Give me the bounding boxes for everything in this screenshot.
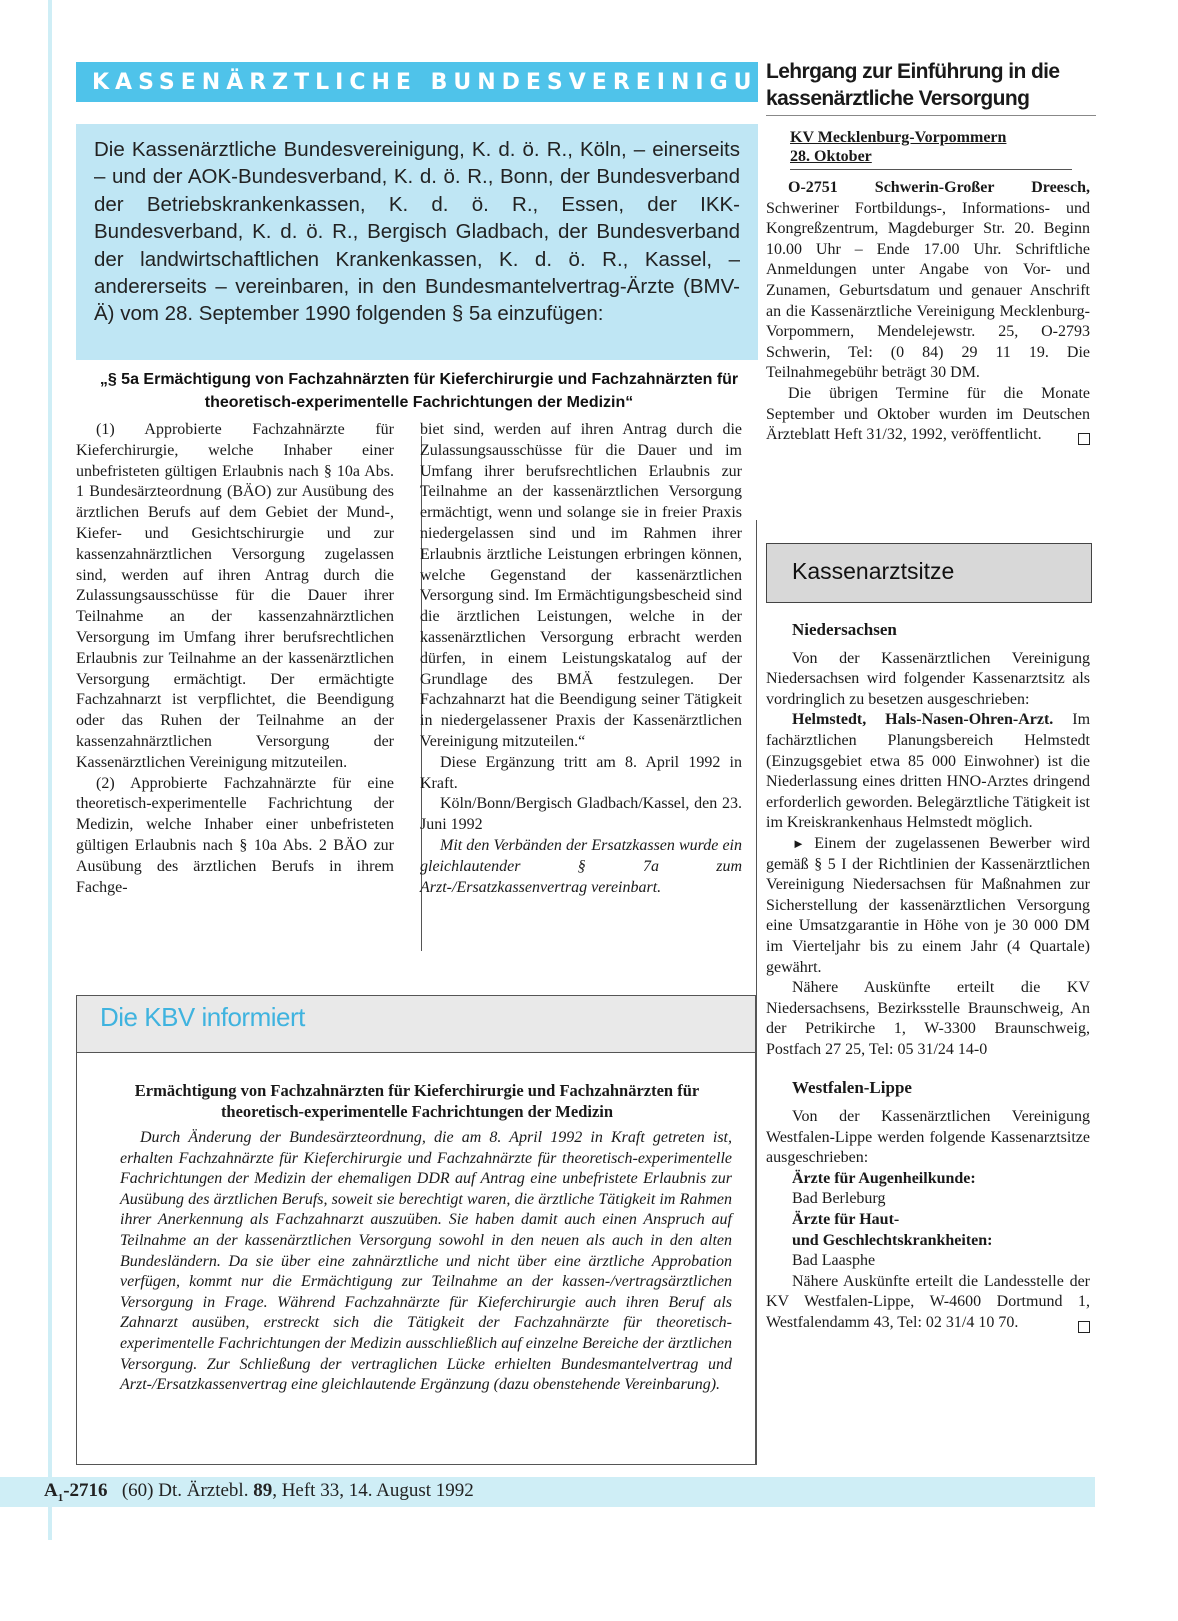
course-details: Schweriner Fortbildungs-, Informations- und Kongreßzentrum, Magdeburger Str. 20. Beginn 10.00 Uhr – Ende 17.00 Uhr. Schriftliche Anmeldungen unter Angabe von Vor- und Zunamen, Geburtsdatum und genauer Anschrift an die Kassenärztliche Vereinigung Mecklenburg-Vorpommern, Mendelejewstr. 25, O-2793 Schwerin, Tel: (0 84) 29 11 19. Die Teilnahmegebühr beträgt 30 DM. — [766, 199, 1090, 382]
page-prefix: A — [44, 1480, 58, 1501]
kv-heading-rule — [790, 169, 1072, 170]
kv-name: KV Mecklenburg-Vorpommern — [790, 129, 1007, 146]
wl-location-1: Bad Berleburg — [792, 1190, 886, 1208]
article-subheading: „§ 5a Ermächtigung von Fachzahnärzten für Kieferchirurgie und Fachzahnärzten für theoretisch-experimentelle Fachrichtungen der Medizin“ — [99, 371, 739, 411]
kbv-info-title: Die KBV informiert — [100, 1002, 305, 1032]
title-rule — [766, 115, 1096, 116]
ns-details: Im fachärztlichen Planungsbereich Helmstedt (Einzugsgebiet etwa 85 000 Einwohner) ist die Niederlassung eines dritten HNO-Arztes dringend erforderlich geworden. Belegärztliche Tätigkeit ist im Kreiskrankenhaus Helmstedt möglich. — [766, 711, 1091, 832]
wl-specialty-1: Ärzte für Augenheilkunde: — [792, 1169, 976, 1187]
mid-paragraph-2: Diese Ergänzung tritt am 8. April 1992 in Kraft. — [420, 753, 742, 792]
page-subscript: 1 — [57, 1491, 64, 1504]
left-column — [76, 420, 394, 898]
course-more: Die übrigen Termine für die Monate September und Oktober wurden im Deutschen Ärzteblatt Heft 31/32, 1992, veröffentlicht. — [766, 384, 1090, 444]
left-paragraph-1: (1) Approbierte Fachzahnärzte für Kieferchirurgie, welche Inhaber einer unbefristeten gültigen Erlaubnis nach § 10a Abs. 1 Bundesärzteordnung (BÄO) zur Ausübung des ärztlichen Berufs auf dem Gebiet der Mund-, Kiefer- und Gesichtschirurgie und zur kassenzahnärztlichen Versorgung zugelassen sind, werden auf ihren Antrag durch die Zulassungsausschüsse für die Dauer ihrer Teilnahme an der kassenzahnärztlichen Versorgung im Umfang ihrer berufsrechtlichen Erlaubnis zur Teilnahme an der kassenärztlichen Versorgung ermächtigt. Der ermächtigte Fachzahnarzt ist verpflichtet, die Beendigung oder das Ruhen der Teilnahme an der kassenzahnärztlichen Versorgung der Kassenärztlichen Vereinigung mitzuteilen. — [76, 421, 394, 771]
ns-intro: Von der Kassenärztlichen Vereinigung Niedersachsen wird folgender Kassenarztsitz als vordringlich zu besetzen ausgeschrieben: — [766, 649, 1090, 708]
journal-volume: 89 — [253, 1480, 273, 1501]
page-footer — [44, 1480, 474, 1504]
issue-date: , Heft 33, 14. August 1992 — [272, 1480, 474, 1501]
kbv-info-subtitle: Ermächtigung von Fachzahnärzten für Kieferchirurgie und Fachzahnärzten für theoretisch-experimentelle Fachrichtungen der Medizin — [134, 1081, 700, 1121]
mid-paragraph-4: Mit den Verbänden der Ersatzkassen wurde ein gleichlautender § 7a zum Arzt-/Ersatzkassenvertrag vereinbart. — [420, 836, 742, 896]
course-location: O-2751 Schwerin-Großer Dreesch, — [788, 179, 1090, 196]
left-paragraph-2: (2) Approbierte Fachzahnärzte für eine theoretisch-experimentelle Fachrichtung der Medizin, welche Inhaber einer unbefristeten gültigen Erlaubnis nach § 10a Abs. 2 BÄO zur Ausübung des ärztlichen Berufs in ihrem Fachge- — [76, 774, 394, 896]
end-mark-icon — [1078, 1321, 1090, 1333]
ns-location: Helmstedt, Hals-Nasen-Ohren-Arzt. — [792, 711, 1054, 729]
ns-guarantee: Einem der zugelassenen Bewerber wird gemäß § 5 I der Richtlinien der Kassenärztlichen Vereinigung Niedersachsen für Maßnahmen zur Sicherstellung der kassenärztlichen Versorgung eine Umsatzgarantie in Höhe von je 30 000 DM im Vierteljahr bis zu einem Jahr (4 Quartale) gewährt. — [766, 834, 1090, 976]
wl-specialty-2b: und Geschlechtskrankheiten: — [792, 1231, 993, 1249]
end-mark-icon — [1078, 433, 1090, 445]
banner-text: KASSENÄRZTLICHE BUNDESVEREINIGUNG — [92, 69, 806, 95]
section-banner — [76, 62, 806, 102]
wl-intro: Von der Kassenärztlichen Vereinigung Westfalen-Lippe werden folgende Kassenarztsitze ausgeschrieben: — [766, 1108, 1090, 1167]
wl-specialty-2a: Ärzte für Haut- — [792, 1211, 900, 1229]
wl-contact: Nähere Auskünfte erteilt die Landesstelle der KV Westfalen-Lippe, W-4600 Dortmund 1, Westfalendamm 43, Tel: 02 31/4 10 70. — [766, 1272, 1090, 1331]
middle-column — [420, 420, 742, 898]
kv-date: 28. Oktober — [790, 148, 872, 165]
intro-paragraph: Die Kassenärztliche Bundesvereinigung, K. d. ö. R., Köln, – einerseits – und der AOK-Bundesverband, K. d. ö. R., Bonn, der Bundesverband der Betriebskrankenkassen, K. d. ö. R., Essen, der IKK-Bundesverband, K. d. ö. R., Bergisch Gladbach, der Bundesverband der landwirtschaftlichen Krankenkassen, K. d. ö. R., Kassel, – andererseits – vereinbaren, in den Bundesmantelvertrag-Ärzte (BMV-Ä) vom 28. September 1990 folgenden § 5a einzufügen: — [76, 124, 758, 360]
kassenarztsitze-title: Kassenarztsitze — [792, 558, 955, 584]
listings-text — [766, 620, 1090, 1338]
region-heading-niedersachsen: Niedersachsen — [792, 620, 897, 639]
ns-contact: Nähere Auskünfte erteilt die KV Niedersachsens, Bezirksstelle Braunschweig, An der Petrikirche 1, W-3300 Braunschweig, Postfach 27 25, Tel: 05 31/24 14-0 — [766, 979, 1090, 1058]
left-accent-bar — [48, 0, 52, 1540]
course-text — [766, 178, 1090, 450]
wl-location-2: Bad Laasphe — [792, 1252, 876, 1270]
page-number: -2716 — [63, 1480, 108, 1501]
mid-paragraph-1: biet sind, werden auf ihren Antrag durch die Zulassungsausschüsse für die Dauer und im Umfang ihrer berufsrechtlichen Erlaubnis zur Teilnahme an der kassenärztlichen Versorgung ermächtigt, wenn und solange sie in freier Praxis niedergelassen sind und im Rahmen ihrer Erlaubnis ärztliche Leistungen erbringen können, welche Gegenstand der kassenärztlichen Versorgung sind. Im Ermächtigungsbescheid sind die ärztlichen Leistungen, welche in der kassenärztlichen Versorgung erbracht werden dürfen, in einem Leistungskatalog auf der Grundlage des BMÄ festzulegen. Der Fachzahnarzt hat die Beendigung seiner Tätigkeit in niedergelassener Praxis der Kassenärztlichen Vereinigung mitzuteilen.“ — [420, 421, 742, 750]
kbv-info-body — [120, 1128, 732, 1396]
right-column-divider — [756, 520, 757, 1465]
mid-paragraph-3: Köln/Bonn/Bergisch Gladbach/Kassel, den 23. Juni 1992 — [420, 795, 742, 834]
region-heading-westfalen-lippe: Westfalen-Lippe — [792, 1078, 912, 1098]
course-title: Lehrgang zur Einführung in die kassenärztliche Versorgung — [766, 60, 1060, 110]
kbv-info-body-text: Durch Änderung der Bundesärzteordnung, die am 8. April 1992 in Kraft getreten ist, erhalten Fachzahnärzte für Kieferchirurgie und Fachzahnärzte für theoretisch-experimentelle Fachrichtungen der Medizin der ehemaligen DDR auf Antrag eine unbefristete Erlaubnis zur Ausübung des ärztlichen Berufs, soweit sie berechtigt waren, die ärztliche Tätigkeit im Rahmen ihrer Anerkennung als Fachzahnarzt auszuüben. Sie haben damit auch einen Anspruch auf Teilnahme an der kassenärztlichen Versorgung sowohl in den neuen als auch in den alten Bundesländern. Da sie über eine zahnärztliche und nicht über eine ärztliche Approbation verfügen, kommt nur die Ermächtigung zur Teilnahme an der kassen-/vertragsärztlichen Versorgung in Frage. Während Fachzahnärzte für Kieferchirurgie auch ihren Beruf als Zahnarzt ausüben, erstreckt sich die Tätigkeit der Fachzahnärzte für theoretisch-experimentelle Fachrichtungen der Medizin ausschließlich auf einzelne Bereiche der ärztlichen Versorgung. Zur Schließung der vertraglichen Lücke erhielten Bundesmantelvertrag und Arzt-/Ersatzkassenvertrag eine gleichlautende Ergänzung (dazu obenstehende Vereinbarung). — [120, 1129, 732, 1394]
kv-heading — [790, 128, 1006, 166]
arrow-right-icon: ► — [792, 835, 805, 851]
journal-ref: (60) Dt. Ärztebl. — [121, 1480, 249, 1501]
